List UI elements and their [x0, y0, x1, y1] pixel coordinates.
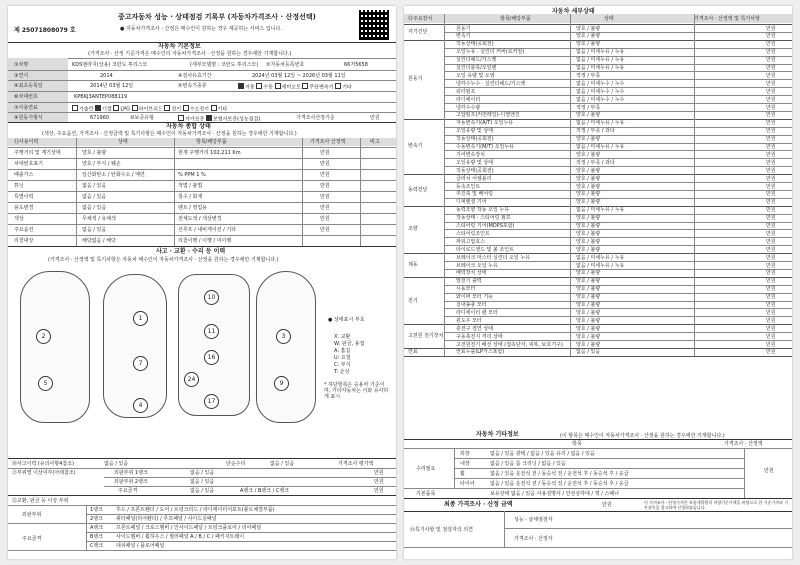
- detail-item: 고전원전기 배선 상태 (접속단자, 피복, 보호기구): [456, 341, 563, 348]
- table-row: [404, 206, 792, 214]
- detail-item: 작동상태(공회전): [456, 136, 494, 143]
- vin-label: ⑥차대번호: [14, 94, 38, 100]
- detail-item: 충전구 절연 상태: [456, 325, 493, 332]
- detail-price: 만원: [766, 104, 776, 111]
- table-row: 주요골격 없음 / 있음 A랭크 / B랭크 / C랭크 만원: [118, 488, 384, 494]
- detail-status: 양호 / 불량: [576, 215, 601, 222]
- detail-price: 만원: [766, 278, 776, 285]
- table-row: [404, 237, 792, 245]
- table-row: [404, 158, 792, 166]
- final-price-note: 이 가격조사 · 산정가격은 보험개발원의 차량기준가액을 바탕으로 한 기준가격과 기본품목을 참고하여 산정하였습니다.: [644, 500, 789, 510]
- detail-status: 양호 / 불량: [576, 238, 601, 245]
- table-row: [404, 348, 792, 356]
- detail-price: 만원: [766, 57, 776, 64]
- table-row: [404, 150, 792, 158]
- outer-label: 외판부위: [22, 512, 42, 518]
- detail-item: 연료누출(LP가스포함): [456, 349, 505, 356]
- detail-title: 자동차 세부상태: [552, 8, 595, 15]
- basic-items-value: 보유상태 없음 / 있음 사용설명서 / 안전삼각대 / 잭 / 스패너: [490, 491, 619, 497]
- overall-header-2: 항목/해당부품: [196, 139, 227, 145]
- detail-item: 오일누유 · 실린더 커버(로커암): [456, 49, 525, 56]
- detail-price: 만원: [766, 254, 776, 261]
- detail-status: 양호 / 불량: [576, 309, 601, 316]
- detail-item: 냉각수누수 · 실린더헤드/가스켓: [456, 80, 526, 87]
- table-row: [404, 324, 792, 332]
- legend-note: * 하단항목은 승용차 기준이며, 기타자동차는 이와 유사하게 표시: [324, 382, 389, 400]
- detail-status: 적정 / 부족 / 과다: [576, 159, 615, 166]
- frame-rank-b-parts: 사이드멤버 / 휠하우스 / 필러패널 A / B / C / 패키지트레이: [116, 534, 245, 540]
- detail-status: 양호 / 불량: [576, 270, 601, 277]
- detail-header-0: ⑬주요장치: [408, 16, 433, 22]
- table-row: 외판부위 2랭크 없음 / 있음 만원: [114, 479, 384, 485]
- table-row: 용도변경 없음 / 있음 렌트 / 영업용 만원: [8, 202, 396, 213]
- table-row: 튜닝 없음 / 있음 적법 / 불법 만원: [8, 180, 396, 191]
- detail-status: 적정 / 부족 / 과다: [576, 128, 615, 135]
- detail-status: 양호 / 불량: [576, 278, 601, 285]
- legend-3: U: 요철: [334, 355, 351, 361]
- table-row: [404, 253, 792, 261]
- detail-item: 라디에이터: [456, 96, 481, 103]
- detail-price: 만원: [766, 191, 776, 198]
- detail-status: 없음 / 미세누유 / 누유: [576, 144, 625, 150]
- fuel-label: ⑦사용연료: [14, 105, 38, 111]
- basic-items-label: 기본품목: [416, 491, 436, 497]
- detail-price: 만원: [766, 223, 776, 229]
- detail-item: 파워고압호스: [456, 238, 485, 245]
- detail-price: 만원: [766, 230, 776, 237]
- section-label: 동력전달: [408, 186, 428, 193]
- section-label: 연료: [408, 348, 418, 355]
- table-row: [404, 143, 792, 151]
- detail-item: 실린더헤드/가스켓: [456, 57, 497, 64]
- legend-title: ● 상태표시 부호: [328, 317, 365, 323]
- detail-status: 없음 / 미세누유 / 누유: [576, 120, 625, 127]
- etc-header-item: 항목: [572, 441, 582, 447]
- detail-item: 동력조향 작동 오일 누유: [456, 207, 510, 214]
- detail-price: 만원: [766, 144, 776, 150]
- detail-price: 만원: [766, 349, 776, 356]
- detail-item: 실내송풍 모터: [456, 302, 487, 308]
- detail-status: 적정 / 부족: [576, 104, 601, 111]
- table-row: [404, 214, 792, 222]
- table-row: [404, 64, 792, 72]
- table-row: [404, 48, 792, 56]
- detail-status: 양호 / 불량: [576, 175, 601, 182]
- plate-value: 66저5658: [344, 62, 368, 68]
- inspector-label: 성능 · 상태점검자: [514, 517, 553, 523]
- detail-price: 만원: [766, 167, 776, 174]
- detail-price: 만원: [766, 183, 776, 190]
- detail-item: 브레이크 마스터 실린더 오일 누유: [456, 254, 530, 261]
- detail-item: 오일유량 및 상태: [456, 128, 493, 135]
- detail-status: 없음 / 미세누유 / 누유: [576, 49, 625, 56]
- detail-status: 없음 / 있음: [576, 349, 601, 356]
- table-row: [404, 79, 792, 87]
- repair-price: 만원: [764, 468, 774, 474]
- detail-price: 만원: [766, 309, 776, 316]
- detail-price: 만원: [766, 128, 776, 135]
- detail-price: 만원: [766, 294, 776, 301]
- table-row: [404, 119, 792, 127]
- detail-item: 원동기: [456, 25, 471, 32]
- detail-status: 양호 / 불량: [576, 302, 601, 308]
- outer-rank-2-parts: 쿼터패널(리어휀더) / 루프패널 / 사이드실패널: [116, 516, 217, 522]
- detail-item: 타이로드엔드 및 볼 조인트: [456, 246, 514, 253]
- table-row: [404, 340, 792, 348]
- table-row: 차대번호표기 양호 / 부식 / 훼손 만원: [8, 158, 396, 169]
- table-row: [404, 222, 792, 233]
- detail-price: 만원: [766, 88, 776, 95]
- table-row: [404, 293, 792, 301]
- detail-price: 만원: [766, 207, 776, 214]
- table-row: 배출가스 일산화탄소 / 탄화수소 / 매연 % PPM 1 % 만원: [8, 169, 396, 180]
- legend-5: T: 손상: [334, 369, 350, 375]
- table-row: 주요옵션 없음 / 있음 선루프 / 내비게이션 / 기타 만원: [8, 224, 396, 235]
- detail-price: 만원: [766, 286, 776, 293]
- year-value: 2014: [100, 73, 113, 79]
- table-row: [404, 87, 792, 95]
- table-row: [404, 301, 792, 309]
- detail-status: 양호 / 불량: [576, 112, 601, 119]
- table-row: [404, 182, 792, 190]
- document-title: 중고자동차 성능 · 상태점검 기록부 (자동차가격조사 · 산정선택): [118, 13, 316, 21]
- basic-info-subtitle: (가격조사 · 산정 기준가격은 매수인의 자동차가격조사 · 산정을 원하는 경우에만 기재합니다.): [88, 51, 292, 57]
- detail-price: 만원: [766, 136, 776, 143]
- section-label: 고전원 전기장치: [408, 333, 444, 340]
- detail-status: 없음 / 미세누유 / 누유: [576, 254, 625, 261]
- detail-status: 양호 / 불량: [576, 325, 601, 332]
- table-row: [404, 285, 792, 293]
- first-reg-value: 2014년 03월 12일: [90, 83, 134, 89]
- table-row: [404, 56, 792, 64]
- detail-item: 워터펌프: [456, 88, 476, 95]
- detail-item: 등속조인트: [456, 183, 481, 190]
- overall-subtitle: (색상, 주요옵션, 가격조사 · 산정금액 및 특기사항은 매수인이 자동차가격조사 · 산정을 원하는 경우에만 기재합니다.): [42, 131, 297, 137]
- etc-header-price: 가격조사 · 산정액: [724, 441, 763, 447]
- table-row: [404, 332, 792, 340]
- overall-header-0: ⑪사용이력: [14, 139, 39, 145]
- appraiser-label: 가격조사 · 산정자: [514, 536, 553, 542]
- detail-price: 만원: [766, 72, 776, 79]
- detail-status: 없음 / 미세누수 / 누수: [576, 80, 625, 87]
- table-row: [404, 32, 792, 40]
- detail-price: 만원: [766, 238, 776, 245]
- detail-header-3: 가격조사 · 산정액 및 특기사항: [694, 16, 760, 22]
- engine-label: ⑨원동기형식: [14, 115, 43, 121]
- detail-price: 만원: [766, 120, 776, 127]
- table-row: 색상 무채색 / 유채색 전체도색 / 색상변경 만원: [8, 213, 396, 224]
- detail-price: 만원: [766, 341, 776, 348]
- detail-status: 양호 / 불량: [576, 246, 601, 253]
- notice-text: ● 자동차가격조사 · 산정은 매수인이 원하는 경우 제공하는 서비스 입니다.: [120, 26, 282, 32]
- detail-item: 와이퍼 모터 기능: [456, 294, 493, 301]
- table-row: [404, 269, 792, 277]
- qr-code-icon: [359, 10, 389, 40]
- overall-title: 자동차 종합 상태: [166, 123, 211, 130]
- detail-header-2: 상태: [604, 16, 614, 22]
- table-row: [404, 277, 792, 285]
- table-row: [404, 111, 792, 119]
- detail-item: 스티어링조인트: [456, 230, 490, 237]
- table-row: [404, 198, 792, 206]
- detail-price: 만원: [766, 175, 776, 182]
- detail-item: 냉각수수량: [456, 104, 481, 111]
- overall-header-1: 상태: [118, 139, 128, 145]
- detail-status: 양호 / 불량: [576, 230, 601, 237]
- table-row: [404, 95, 792, 103]
- plate-label: ②자동차등록번호: [266, 62, 305, 68]
- section-label: 변속기: [408, 143, 423, 150]
- table-row: [404, 261, 792, 269]
- detail-status: 없음 / 미세누유 / 누유: [576, 57, 625, 64]
- table-row: [404, 71, 792, 79]
- detail-price: 만원: [766, 246, 776, 253]
- engine-value: 671960: [90, 115, 110, 121]
- car-side-right: [256, 271, 316, 423]
- car-top-view: [103, 274, 167, 418]
- frame-label: 주요골격: [22, 536, 42, 542]
- vin-value: KPBKJ3ANTEP088119: [74, 94, 128, 100]
- exchange-title: ㉒교환, 판금 등 이상 부위: [12, 498, 69, 504]
- accident-subtitle: (가격조사 · 산정액 및 특기사항은 자동차 매수인이 자동차가격조사 · 산정을 원하는 경우에만 기재합니다.): [48, 257, 279, 263]
- section-label: 전기: [408, 297, 418, 304]
- detail-status: 양호 / 불량: [576, 151, 601, 158]
- table-row: [404, 190, 792, 198]
- legend-2: A: 흠집: [334, 348, 351, 354]
- detail-price: 만원: [766, 41, 776, 48]
- detail-status: 양호 / 불량: [576, 199, 601, 206]
- table-row: [404, 166, 792, 174]
- detail-status: 양호 / 불량: [576, 223, 601, 229]
- detail-price: 만원: [766, 49, 776, 56]
- repair-label: 수리필요: [416, 466, 436, 472]
- detail-item: 배력장치 상태: [456, 270, 487, 277]
- detail-status: 없음 / 미세누유 / 누유: [576, 207, 625, 214]
- overall-header-3: 가격조사 산정액: [310, 139, 346, 145]
- detail-status: 양호 / 불량: [576, 317, 601, 324]
- table-row: [404, 245, 792, 253]
- detail-item: 변속기: [456, 33, 471, 40]
- repair-interior: 없음 / 있음 룸 크리닝 / 없음 / 있음: [490, 461, 566, 467]
- accident-title: 사고 · 교환 · 수리 등 이력: [156, 248, 226, 255]
- detail-item: 시동모터: [456, 286, 476, 293]
- detail-item: 수동변속기(M/T) 오일누유: [456, 144, 515, 150]
- detail-price: 만원: [766, 317, 776, 324]
- detail-status: 적정 / 부족: [576, 72, 601, 79]
- table-row: [404, 103, 792, 111]
- detail-status: 양호 / 불량: [576, 333, 601, 340]
- detail-price: 만원: [766, 215, 776, 222]
- detail-price: 만원: [766, 199, 776, 206]
- detail-price: 만원: [766, 33, 776, 40]
- inspection-period-label: ④검사유효기간: [178, 73, 212, 79]
- table-row: [404, 127, 792, 135]
- detail-status: 없음 / 미세누수 / 누수: [576, 88, 625, 95]
- detail-status: 없음 / 미세누유 / 누유: [576, 262, 625, 269]
- frame-rank-c-parts: 대쉬패널 / 플로어패널: [116, 543, 165, 549]
- detail-price: 만원: [766, 80, 776, 87]
- basic-info-title: 자동차 기본정보: [158, 43, 201, 50]
- price-basis-label: 가격조사산정기준: [296, 115, 335, 121]
- detail-price: 만원: [766, 96, 776, 103]
- section-label: 제동: [408, 261, 418, 268]
- legend-0: X: 교환: [334, 334, 351, 340]
- table-row: 리콜대상 해당없음 / 해당 리콜이행 / 이행 / 미이행: [8, 235, 396, 246]
- car-name-value: KDS엠라지(상용) 코란도 투리스모: [72, 62, 148, 68]
- detail-status: 양호 / 불량: [576, 183, 601, 190]
- repair-wheel: 없음 / 있음 운전석 전 / 동승석 전 / 운전석 후 / 동승석 후 / 응급: [490, 471, 629, 477]
- detail-price: 만원: [766, 151, 776, 158]
- car-side-left: [20, 271, 90, 423]
- detail-price: 만원: [766, 262, 776, 269]
- detail-status: 양호 / 불량: [576, 25, 601, 32]
- detail-price: 만원: [766, 159, 776, 166]
- detail-item: 클러치 어셈블리: [456, 175, 492, 182]
- detail-header-1: 항목/해당부품: [500, 16, 531, 22]
- detail-status: 양호 / 불량: [576, 136, 601, 143]
- etc-subtitle: (이 항목은 매수인이 자동차가격조사 · 산정을 원하는 경우에만 기재합니다.): [560, 433, 725, 439]
- detail-item: 발전기 출력: [456, 278, 482, 285]
- price-basis-unit: 만원: [370, 115, 380, 121]
- detail-item: 추진축 및 베어링: [456, 191, 493, 198]
- special-notes-label: ⑭특기사항 및 점검자의 의견: [410, 527, 473, 533]
- detail-status: 없음 / 미세누수 / 누수: [576, 96, 625, 103]
- detail-status: 양호 / 불량: [576, 191, 601, 198]
- final-price-label: 최종 가격조사 · 산정 금액: [444, 501, 513, 508]
- final-price-unit: 만원: [602, 502, 612, 508]
- detail-item: 고압펌프(커먼레일)-디젤엔진: [456, 112, 520, 119]
- detail-price: 만원: [766, 25, 776, 32]
- detail-item: 디퍼렌셜 기어: [456, 199, 487, 206]
- table-row: 주행거리 및 계기상태 양호 / 불량 현재 주행거리 102,211 Km 만원: [8, 147, 396, 158]
- detail-item: 오일유량 및 상태: [456, 159, 493, 166]
- frame-rank-a-parts: 프론트패널 / 크로스멤버 / 인사이드패널 / 트렁크플로어 / 리어패널: [116, 525, 262, 531]
- table-row: [404, 24, 792, 32]
- overall-header-4: 비고: [370, 139, 380, 145]
- detail-status: 양호 / 불량: [576, 33, 601, 40]
- table-row: ㉑부위별 이상여부(아래참조) 외판부위 1랭크 없음 / 있음 만원: [12, 470, 384, 476]
- detail-item: 오일 유량 및 오염: [456, 72, 495, 79]
- table-row: 특별이력 없음 / 있음 침수 / 화재 만원: [8, 191, 396, 202]
- detail-price: 만원: [766, 325, 776, 332]
- detail-item: 라디에이터 팬 모터: [456, 309, 498, 316]
- detail-status: 양호 / 불량: [576, 41, 601, 48]
- detail-item: 구동축전지 격리 상태: [456, 333, 503, 340]
- inspection-record-front-page: 제 25071808079 호 중고자동차 성능 · 상태점검 기록부 (자동차가격조사 · 산정선택) ● 자동차가격조사 · 산정은 매수인이 원하는 경우 제공하는 서비스 입니다. 자동차 기본정보 (가격조사 · 산정 기준가격은 매수인의 자동차가격조사 · 산정을 원하는 경우에만 기재합니다.) ①차명 KDS엠라지(상용) 코란도 투리스모 (세부모델명 : 코란도 투리스모) ②자동차등록번호 66저5658 ③연식 2014 ④검사유효기간 2024년 03월 12일 ~ 2026년 03월 11일 ④최초등록일 2014년 03월 12일 ⑤변속기종류 자동 수동 세미오토 무단변속기 기타 ⑥차대번호 KPBKJ3ANTEP088119 ⑦사용연료 가솔린 디젤 LPG 하이브리드 전기 수소전기 기타 ⑨원동기형식 671960 ⑩보증유형 자가보증 보험사보증(성능점검) 가격조사산정기준 만원 자동차 종합 상태 (색상, 주요옵션, 가격조사 · 산정금액 및 특기사항은 매수인이 자동차가격조사 · 산정을 원하는 경우에만 기재합니다.) ⑪사용이력 상태 항목/해당부품 가격조사 산정액 비고 주행거리 및 계기상태 양호 / 불량 현재 주행거리 102,211 Km 만원 차대번호표기 양호 / 부식 / 훼손 만원 배출가스 일산화탄소 / 탄화수소 / 매연 % PPM 1 % 만원 튜닝 없음 / 있음 적법 / 불법 만원 특별이력 없음 / 있음 침수 / 화재 만원 용도변경 없음 / 있음 렌트 / 영업용 만원 색상 무채색 / 유채색 전체도색 / 색상변경 만원 주요옵션 없음 / 있음 선루프 / 내비게이션 / 기타 만원 리콜대상 해당없음 / 해당 리콜이행 / 이행 / 미이행 사고 · 교환 · 수리 등 이력 (가격조사 · 산정액 및 특기사항은 자동차 매수인이 자동차가격조사 · 산정을 원하는 경우에만 기재합니다.) 1 2 3 4 5 7 9 10 11 16 17 24 ● 상태표시 부호 X: 교환 W: 판금, 용접 A: 흠집 U: 요철 C: 부식 T: 손상 * 하단항목은 승용차 기준이며, 기타자동차는 이와 유사하게 표시 ⑳사고이력 (유의사항4참조) 없음 / 있음 단순수리 없음 / 있음 가격조사 평가액 ㉑부위별 이상여부(아래참조) 외판부위 1랭크 없음 / 있음 만원 외판부위 2랭크 없음 / 있음 만원 주요골격 없음 / 있음 A랭크 / B랭크 / C랭크 만원 ㉒교환, 판금 등 이상 부위 외판부위 1랭크 후드 / 프론트휀더 / 도어 / 트렁크리드 / 라디에이터서포트(볼트체결부품) 2랭크 쿼터패널(리어휀더) / 루프패널 / 사이드실패널 주요골격 A랭크 프론트패널 / 크로스멤버 / 인사이드패널 / 트렁크플로어 / 리어패널 B랭크 사이드멤버 / 휠하우스 / 필러패널 A / B / C / 패키지트레이 C랭크 대쉬패널 / 플로어패널: [8, 6, 396, 559]
- car-name-label: ①차명: [14, 62, 29, 68]
- detail-item: 자동변속기(A/T) 오일누유: [456, 120, 514, 127]
- section-label: 원동기: [408, 76, 423, 83]
- table-row: [404, 229, 792, 237]
- inspection-record-detail-page: ⑬주요장치 자동차 세부상태 항목/해당부품 상태 가격조사 · 산정액 및 특기사항 원동기 양호 / 불량 만원 변속기 양호 / 불량 만원 자기진단 작동상태(공회전) 양호 / 불량 만원 오일누유 · 실린더 커버(로커암) 없음 / 미세누유 / 누유 만원 실린더헤드/가스켓 없음 / 미세누유 / 누유 만원 실린더블록/오일팬 없음 / 미세누유 / 누유 만원 오일 유량 및 오염 적정 / 부족 만원 냉각수누수 · 실린더헤드/가스켓 없음 / 미세누수 / 누수 만원 워터펌프 없음 / 미세누수 / 누수 만원 라디에이터 없음 / 미세누수 / 누수 만원 냉각수수량 적정 / 부족 만원 고압펌프(커먼레일)-디젤엔진 양호 / 불량 만원 원동기 자동변속기(A/T) 오일누유 없음 / 미세누유 / 누유 만원 오일유량 및 상태 적정 / 부족 / 과다 만원 작동상태(공회전) 양호 / 불량 만원 수동변속기(M/T) 오일누유 없음 / 미세누유 / 누유 만원 기어변속장치 양호 / 불량 만원 오일유량 및 상태 적정 / 부족 / 과다 만원 작동상태(공회전) 양호 / 불량 만원 변속기 클러치 어셈블리 양호 / 불량 만원 등속조인트 양호 / 불량 만원 추진축 및 베어링 양호 / 불량 만원 디퍼렌셜 기어 양호 / 불량 만원 동력전달 동력조향 작동 오일 누유 없음 / 미세누유 / 누유 만원 작동상태 · 스티어링 펌프 양호 / 불량 만원 스티어링 기어(MDPS포함) 양호 / 불량 만원 스티어링조인트 양호 / 불량 만원 파워고압호스 양호 / 불량 만원 타이로드엔드 및 볼 조인트 양호 / 불량 만원 조향 브레이크 마스터 실린더 오일 누유 없음 / 미세누유 / 누유 만원 브레이크 오일 누유 없음 / 미세누유 / 누유 만원 배력장치 상태 양호 / 불량 만원 제동 발전기 출력 양호 / 불량 만원 시동모터 양호 / 불량 만원 와이퍼 모터 기능 양호 / 불량 만원 실내송풍 모터 양호 / 불량 만원 라디에이터 팬 모터 양호 / 불량 만원 윈도우 모터 양호 / 불량 만원 전기 충전구 절연 상태 양호 / 불량 만원 구동축전지 격리 상태 양호 / 불량 만원 고전원전기 배선 상태 (접속단자, 피복, 보호기구) 양호 / 불량 만원 고전원 전기장치 연료누출(LP가스포함) 없음 / 있음 만원 연료 자동차 기타정보 (이 항목은 매수인이 자동차가격조사 · 산정을 원하는 경우에만 기재합니다.) 항목 가격조사 · 산정액 수리필요 외장 없음 / 있음 광택 / 없음 / 있음 유리 / 없음 / 있음 내장 없음 / 있음 룸 크리닝 / 없음 / 있음 휠 없음 / 있음 운전석 전 / 동승석 전 / 운전석 후 / 동승석 후 / 응급 타이어 없음 / 있음 운전석 전 / 동승석 전 / 운전석 후 / 동승석 후 / 응급 만원 기본품목 보유상태 없음 / 있음 사용설명서 / 안전삼각대 / 잭 / 스패너 최종 가격조사 · 산정 금액 만원 이 가격조사 · 산정가격은 보험개발원의 차량기준가액을 바탕으로 한 기준가격과 기본품목을 참고하여 산정하였습니다. ⑭특기사항 및 점검자의 의견 성능 · 상태점검자 가격조사 · 산정자: [404, 6, 792, 559]
- table-row: [404, 40, 792, 48]
- repair-tire: 없음 / 있음 운전석 전 / 동승석 전 / 운전석 후 / 동승석 후 / 응급: [490, 481, 629, 487]
- detail-status: 없음 / 미세누유 / 누유: [576, 65, 625, 71]
- section-label: 조향: [408, 226, 418, 233]
- table-row: ⑳사고이력 (유의사항4참조) 없음 / 있음 단순수리 없음 / 있음 가격조사 평가액: [12, 461, 374, 467]
- detail-item: 기어변속장치: [456, 151, 485, 158]
- detail-item: 작동상태(공회전): [456, 41, 494, 48]
- warranty-label: ⑩보증유형: [130, 115, 154, 121]
- detail-item: 스티어링 기어(MDPS포함): [456, 223, 515, 229]
- table-row: [404, 135, 792, 143]
- transmission-label: ⑤변속기종류: [178, 83, 207, 89]
- table-row: [404, 308, 792, 316]
- repair-exterior: 없음 / 있음 광택 / 없음 / 있음 유리 / 없음 / 있음: [490, 451, 595, 457]
- legend-4: C: 부식: [334, 362, 351, 368]
- section-label: 자기진단: [408, 28, 428, 35]
- outer-rank-1-parts: 후드 / 프론트휀더 / 도어 / 트렁크리드 / 라디에이터서포트(볼트체결부품): [116, 507, 275, 513]
- etc-title: 자동차 기타정보: [476, 431, 519, 438]
- year-label: ③연식: [14, 73, 29, 79]
- detail-status: 양호 / 불량: [576, 167, 601, 174]
- table-row: [404, 316, 792, 324]
- legend-1: W: 판금, 용접: [334, 341, 365, 347]
- detail-item: 브레이크 오일 누유: [456, 262, 498, 269]
- detail-item: 작동상태 · 스티어링 펌프: [456, 215, 511, 222]
- detail-item: 작동상태(공회전): [456, 167, 494, 174]
- detail-price: 만원: [766, 333, 776, 340]
- inspection-period-value: 2024년 03월 12일 ~ 2026년 03월 11일: [252, 73, 346, 79]
- table-row: [404, 174, 792, 182]
- document-number: 제 25071808079 호: [14, 27, 76, 34]
- detail-item: 실린더블록/오일팬: [456, 65, 497, 71]
- detail-price: 만원: [766, 302, 776, 308]
- detail-status: 양호 / 불량: [576, 286, 601, 293]
- detail-status: 양호 / 불량: [576, 341, 601, 348]
- detail-price: 만원: [766, 270, 776, 277]
- detail-status: 양호 / 불량: [576, 294, 601, 301]
- detail-item: 윈도우 모터: [456, 317, 482, 324]
- first-reg-label: ④최초등록일: [14, 83, 43, 89]
- detail-price: 만원: [766, 65, 776, 71]
- detail-price: 만원: [766, 112, 776, 119]
